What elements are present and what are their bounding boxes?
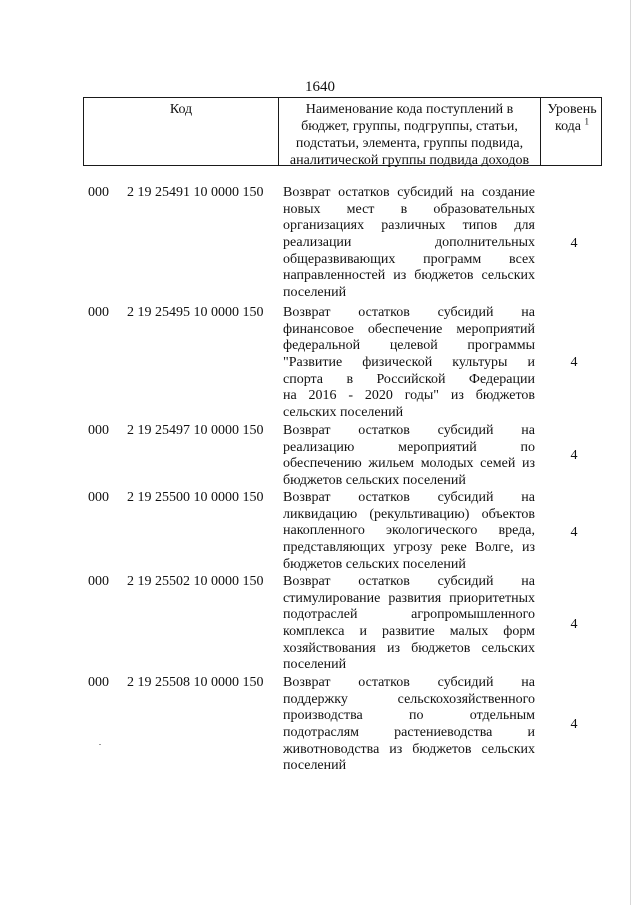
code-level: 4 bbox=[570, 617, 578, 632]
description-line: поддержку сельскохозяйственного bbox=[283, 691, 535, 707]
description-line: сельских поселений bbox=[283, 405, 404, 421]
description-line: представляющих угрозу реке Волге, из bbox=[283, 540, 535, 556]
description-line: поселений bbox=[283, 758, 347, 774]
description-line: Возврат остатков субсидий на bbox=[283, 423, 535, 438]
code-description bbox=[283, 574, 535, 674]
code-description bbox=[283, 185, 535, 302]
description-line: организациях различных типов для bbox=[283, 218, 535, 234]
code-description bbox=[283, 305, 535, 422]
header-name-line: бюджет, группы, подгруппы, статьи, bbox=[301, 119, 518, 134]
description-line: стимулирование развития приоритетных bbox=[283, 590, 535, 606]
admin-code: 000 bbox=[88, 574, 109, 589]
description-line: животноводства из бюджетов сельских bbox=[283, 741, 535, 757]
header-level-cell bbox=[541, 98, 603, 165]
description-line: направленностей из бюджетов сельских bbox=[283, 268, 535, 284]
admin-code: 000 bbox=[88, 305, 109, 320]
description-line: "Развитие физической культуры и bbox=[283, 355, 535, 371]
code-level: 4 bbox=[570, 717, 578, 732]
description-line: Возврат остатков субсидий на bbox=[283, 490, 535, 505]
header-code-cell bbox=[84, 98, 279, 165]
header-level-line1: Уровень bbox=[547, 102, 597, 117]
budget-code: 2 19 25508 10 0000 150 bbox=[127, 675, 264, 690]
scan-edge-line bbox=[630, 0, 631, 905]
code-level: 4 bbox=[570, 448, 578, 463]
admin-code: 000 bbox=[88, 423, 109, 438]
description-line: Возврат остатков субсидий на bbox=[283, 574, 535, 589]
description-line: комплекса и развитие малых форм bbox=[283, 624, 535, 640]
description-line: поселений bbox=[283, 285, 347, 301]
description-line: реализацию мероприятий по bbox=[283, 439, 535, 455]
header-level-line2 bbox=[541, 118, 603, 135]
table-header bbox=[83, 97, 602, 166]
header-level-word: кода bbox=[554, 119, 582, 134]
description-line: бюджетов сельских поселений bbox=[283, 556, 466, 572]
description-line: накопленного экологического вреда, bbox=[283, 523, 535, 539]
header-name-line: подстатьи, элемента, группы подвида, bbox=[295, 136, 524, 151]
admin-code: 000 bbox=[88, 675, 109, 690]
description-line: федеральной целевой программы bbox=[283, 338, 535, 354]
description-line: поселений bbox=[283, 657, 347, 673]
page-number: 1640 bbox=[305, 79, 335, 95]
budget-code: 2 19 25500 10 0000 150 bbox=[127, 490, 264, 505]
header-name-cell bbox=[279, 98, 541, 168]
header-name-line: Наименование кода поступлений в bbox=[305, 102, 514, 117]
description-line: новых мест в образовательных bbox=[283, 201, 535, 217]
code-description bbox=[283, 490, 535, 573]
description-line: производства по отдельным bbox=[283, 708, 535, 724]
description-line: реализации дополнительных bbox=[283, 235, 535, 251]
description-line: спорта в Российской Федерации bbox=[283, 371, 535, 387]
header-code-label: Код bbox=[169, 102, 193, 117]
description-line: подотраслям растениеводства и bbox=[283, 725, 535, 741]
header-name-line: аналитической группы подвида доходов bbox=[289, 153, 530, 168]
budget-code: 2 19 25497 10 0000 150 bbox=[127, 423, 264, 438]
code-level: 4 bbox=[570, 525, 578, 540]
scan-dot bbox=[99, 744, 101, 745]
description-line: хозяйствования из бюджетов сельских bbox=[283, 640, 535, 656]
header-level-footnote: 1 bbox=[584, 116, 590, 127]
budget-code: 2 19 25502 10 0000 150 bbox=[127, 574, 264, 589]
admin-code: 000 bbox=[88, 185, 109, 200]
description-line: общеразвивающих программ всех bbox=[283, 251, 535, 267]
code-level: 4 bbox=[570, 236, 578, 251]
budget-code: 2 19 25495 10 0000 150 bbox=[127, 305, 264, 320]
description-line: подотраслей агропромышленного bbox=[283, 607, 535, 623]
admin-code: 000 bbox=[88, 490, 109, 505]
code-description bbox=[283, 423, 535, 490]
description-line: финансовое обеспечение мероприятий bbox=[283, 321, 535, 337]
description-line: на 2016 - 2020 годы" из бюджетов bbox=[283, 388, 535, 404]
description-line: бюджетов сельских поселений bbox=[283, 473, 466, 489]
budget-code: 2 19 25491 10 0000 150 bbox=[127, 185, 264, 200]
code-description bbox=[283, 675, 535, 775]
description-line: ликвидацию (рекультивацию) объектов bbox=[283, 506, 535, 522]
description-line: Возврат остатков субсидий на bbox=[283, 305, 535, 320]
code-level: 4 bbox=[570, 355, 578, 370]
description-line: Возврат остатков субсидий на создание bbox=[283, 185, 535, 200]
description-line: обеспечению жильем молодых семей из bbox=[283, 456, 535, 472]
description-line: Возврат остатков субсидий на bbox=[283, 675, 535, 690]
